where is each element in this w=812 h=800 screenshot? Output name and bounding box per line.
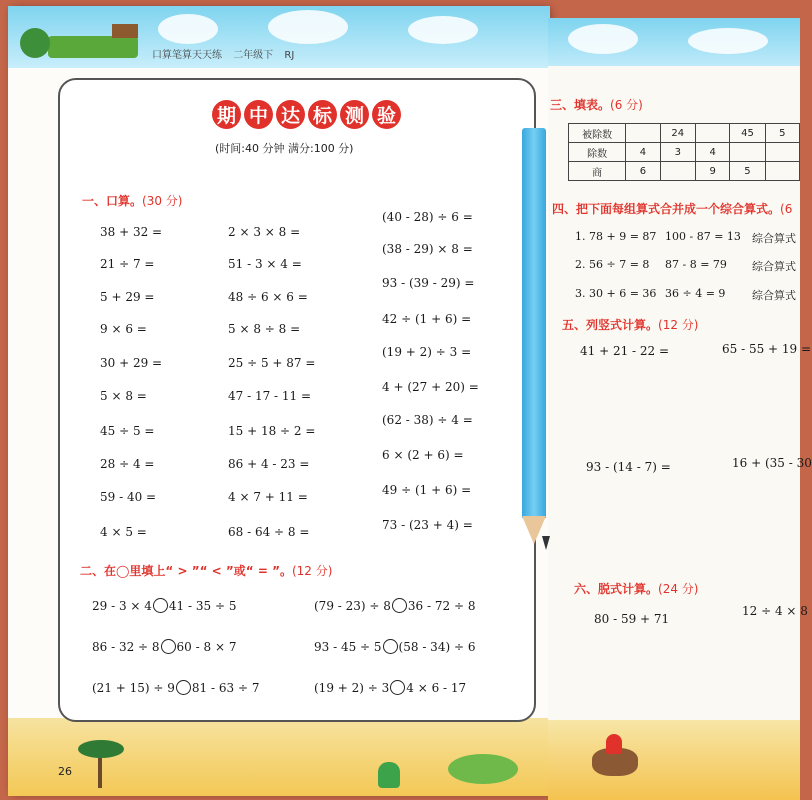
mental-math-problem: 86 + 4 - 23 =	[228, 457, 310, 471]
title-char: 达	[276, 100, 305, 129]
mental-math-problem: 5 × 8 =	[100, 389, 147, 403]
combine-step-1: 3. 30 + 6 = 36	[575, 287, 657, 300]
table-cell[interactable]	[765, 162, 799, 181]
title-char: 测	[340, 100, 369, 129]
section3-points: (6 分)	[610, 98, 643, 112]
table-cell: 24	[660, 124, 696, 143]
mental-math-problem: 4 × 5 =	[100, 525, 147, 539]
table-cell: 45	[730, 124, 766, 143]
answer-circle-icon[interactable]	[161, 639, 176, 654]
compare-right: 41 - 35 ÷ 5	[168, 599, 237, 613]
table-cell[interactable]	[765, 143, 799, 162]
mental-math-problem: 2 × 3 × 8 =	[228, 225, 301, 239]
section1-points: (30 分)	[142, 194, 183, 208]
compare-problem	[92, 639, 236, 654]
answer-circle-icon[interactable]	[176, 680, 191, 695]
mental-math-problem: 48 ÷ 6 × 6 =	[228, 290, 308, 304]
mental-math-problem: 59 - 40 =	[100, 490, 157, 504]
section6-points: (24 分)	[658, 582, 699, 596]
combine-step-1: 1. 78 + 9 = 87	[575, 230, 657, 243]
vertical-problem-2: 65 - 55 + 19 =	[722, 342, 812, 356]
vertical-problem-4: 16 + (35 - 30	[732, 456, 812, 470]
section2-heading	[80, 562, 332, 579]
combine-step-1: 2. 56 ÷ 7 = 8	[575, 258, 650, 271]
section5-heading	[562, 316, 698, 333]
compare-left: 29 - 3 × 4	[92, 599, 152, 613]
section2-points: (12 分)	[291, 564, 333, 578]
tree-crown-icon	[78, 740, 124, 758]
top-banner-right	[548, 18, 800, 66]
vertical-problem-3: 93 - (14 - 7) =	[586, 460, 671, 474]
section4-title: 四、把下面每组算式合并成一个综合算式。	[552, 202, 781, 216]
section4-heading	[552, 200, 792, 217]
division-table	[568, 123, 800, 181]
compare-left: 93 - 45 ÷ 5	[314, 640, 382, 654]
mental-math-problem: 38 + 32 =	[100, 225, 163, 239]
fill-table-wrap	[568, 123, 800, 181]
running-header	[152, 46, 302, 61]
compare-problem	[92, 680, 259, 695]
bush-icon	[448, 754, 518, 784]
row-header-divisor: 除数	[569, 143, 626, 162]
table-cell[interactable]	[660, 162, 696, 181]
compare-problem	[92, 598, 236, 613]
title-char: 验	[372, 100, 401, 129]
section2-title: 二、在◯里填上“ > ”“ < ”或“ = ”。	[80, 564, 292, 578]
section3-title: 三、填表。	[550, 98, 611, 112]
bottom-banner	[8, 718, 550, 796]
table-cell[interactable]	[626, 124, 660, 143]
section6-title: 六、脱式计算。	[574, 582, 659, 596]
combine-step-2: 36 ÷ 4 = 9	[665, 287, 726, 300]
table-cell: 5	[765, 124, 799, 143]
mental-math-problem: 73 - (23 + 4) =	[382, 518, 473, 532]
title-char: 期	[212, 100, 241, 129]
title-char: 中	[244, 100, 273, 129]
compare-left: (21 + 15) ÷ 9	[92, 681, 175, 695]
mental-math-problem: 93 - (39 - 29) =	[382, 276, 475, 290]
mental-math-problem: (40 - 28) ÷ 6 =	[382, 210, 473, 224]
page-title	[212, 100, 401, 129]
mental-math-problem: 5 × 8 ÷ 8 =	[228, 322, 301, 336]
mental-math-problem: 28 ÷ 4 =	[100, 457, 155, 471]
book-title: 口算笔算天天练	[152, 50, 222, 61]
mental-math-problem: 42 ÷ (1 + 6) =	[382, 312, 472, 326]
answer-circle-icon[interactable]	[390, 680, 405, 695]
mental-math-problem: (38 - 29) × 8 =	[382, 242, 473, 256]
mental-math-problem: 45 ÷ 5 =	[100, 424, 155, 438]
row-header-quotient: 商	[569, 162, 626, 181]
section5-points: (12 分)	[658, 318, 699, 332]
table-cell: 6	[626, 162, 660, 181]
mental-math-problem: 49 ÷ (1 + 6) =	[382, 483, 472, 497]
mental-math-problem: 21 ÷ 7 =	[100, 257, 155, 271]
mental-math-problem: 51 - 3 × 4 =	[228, 257, 302, 271]
table-cell: 9	[696, 162, 730, 181]
compare-left: 86 - 32 ÷ 8	[92, 640, 160, 654]
vertical-problem-1: 41 + 21 - 22 =	[580, 344, 670, 358]
section1-heading	[82, 192, 182, 209]
compare-problem	[314, 639, 475, 654]
snake-icon	[378, 762, 400, 788]
mental-math-problem: 6 × (2 + 6) =	[382, 448, 464, 462]
section1-title: 一、口算。	[82, 194, 143, 208]
table-cell: 4	[696, 143, 730, 162]
mental-math-problem: 68 - 64 ÷ 8 =	[228, 525, 310, 539]
compare-problem	[314, 680, 466, 695]
mental-math-problem: 47 - 17 - 11 =	[228, 389, 312, 403]
section3-heading	[550, 96, 643, 113]
table-cell[interactable]	[730, 143, 766, 162]
compare-left: (79 - 23) ÷ 8	[314, 599, 391, 613]
compare-right: 81 - 63 ÷ 7	[191, 681, 260, 695]
table-cell: 5	[730, 162, 766, 181]
pencil-tip-icon	[522, 516, 546, 544]
mental-math-problem: 5 + 29 =	[100, 290, 155, 304]
table-cell[interactable]	[696, 124, 730, 143]
table-cell: 3	[660, 143, 696, 162]
bottom-banner-right	[548, 720, 800, 800]
table-cell: 4	[626, 143, 660, 162]
compare-right: 60 - 8 × 7	[176, 640, 237, 654]
tree-top-icon	[20, 28, 50, 58]
compare-right: 36 - 72 ÷ 8	[407, 599, 476, 613]
compare-right: 4 × 6 - 17	[406, 681, 467, 695]
combine-step-2: 87 - 8 = 79	[665, 258, 727, 271]
combined-expression-label: 综合算式	[752, 289, 796, 302]
combine-step-2: 100 - 87 = 13	[665, 230, 741, 243]
exam-subtitle: (时间:40 分钟 满分:100 分)	[215, 142, 354, 155]
grass-platform-icon	[48, 36, 138, 58]
mental-math-problem: 4 + (27 + 20) =	[382, 380, 479, 394]
title-char: 标	[308, 100, 337, 129]
row-header-dividend: 被除数	[569, 124, 626, 143]
mental-math-problem: 25 ÷ 5 + 87 =	[228, 356, 316, 370]
section5-title: 五、列竖式计算。	[562, 318, 659, 332]
combined-expression-label: 综合算式	[752, 260, 796, 273]
mental-math-problem: (19 + 2) ÷ 3 =	[382, 345, 472, 359]
mental-math-problem: 30 + 29 =	[100, 356, 163, 370]
mental-math-problem: 9 × 6 =	[100, 322, 147, 336]
house-icon	[112, 24, 138, 38]
answer-circle-icon[interactable]	[392, 598, 407, 613]
pencil-body	[522, 128, 546, 518]
section4-points: (6	[780, 202, 793, 216]
edition-label: RJ	[284, 50, 295, 61]
answer-circle-icon[interactable]	[383, 639, 398, 654]
mental-math-problem: 15 + 18 ÷ 2 =	[228, 424, 316, 438]
grade-label: 二年级下	[233, 50, 274, 61]
page-number: 26	[58, 765, 72, 778]
worm-icon	[606, 734, 622, 754]
compare-left: (19 + 2) ÷ 3	[314, 681, 390, 695]
compare-problem	[314, 598, 475, 613]
stepwise-problem-1: 80 - 59 + 71	[594, 612, 670, 626]
section6-heading	[574, 580, 698, 597]
mental-math-problem: (62 - 38) ÷ 4 =	[382, 413, 473, 427]
combined-expression-label: 综合算式	[752, 232, 796, 245]
stepwise-problem-2: 12 ÷ 4 × 8	[742, 604, 808, 618]
mental-math-problem: 4 × 7 + 11 =	[228, 490, 308, 504]
answer-circle-icon[interactable]	[153, 598, 168, 613]
compare-right: (58 - 34) ÷ 6	[398, 640, 476, 654]
